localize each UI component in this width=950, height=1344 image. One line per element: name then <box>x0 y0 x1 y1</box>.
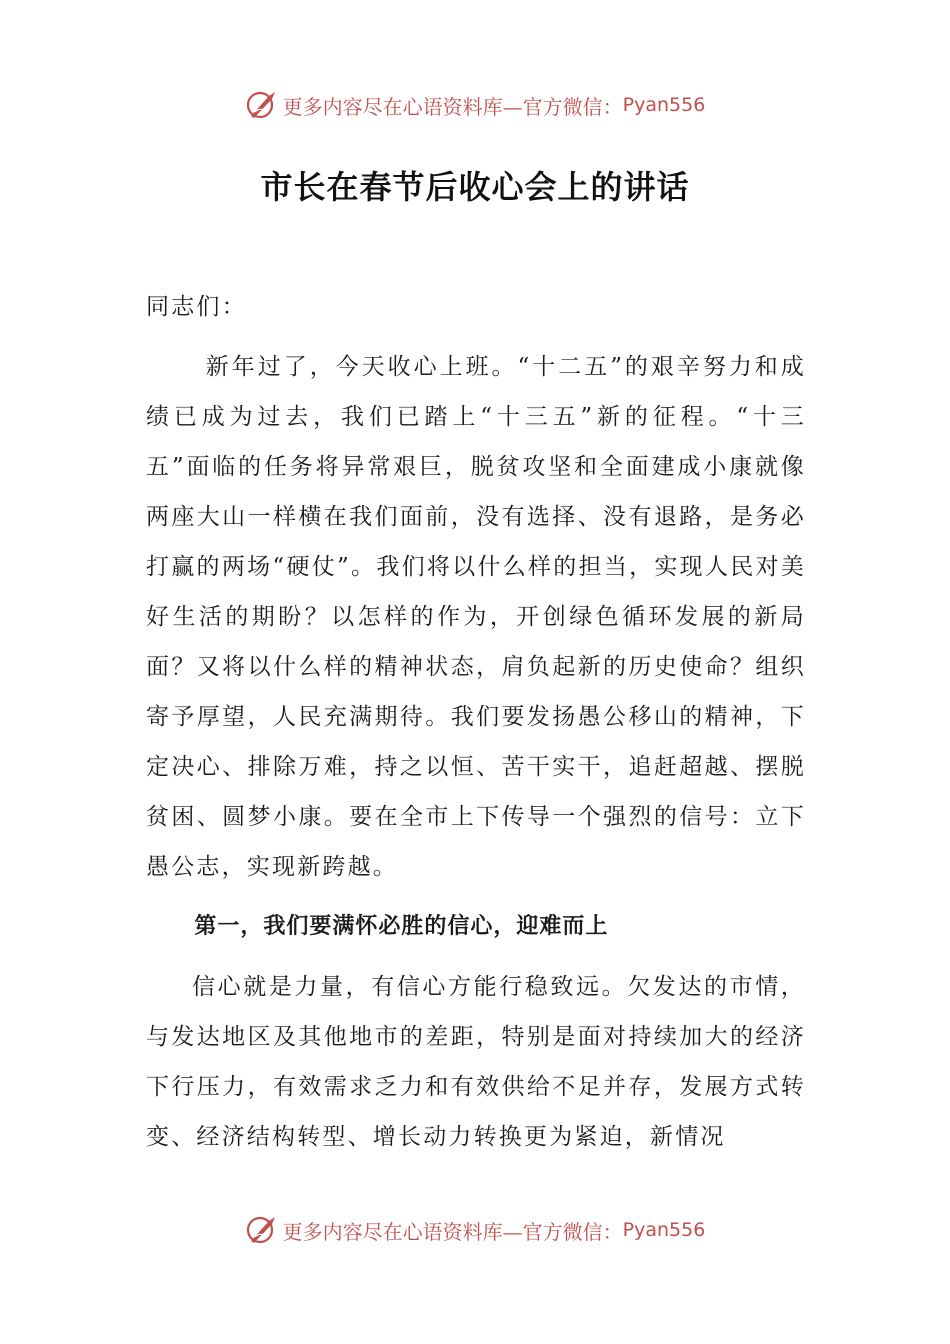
banner-text: 更多内容尽在心语资料库—官方微信： <box>282 94 623 119</box>
section-heading: 第一，我们要满怀必胜的信心，迎难而上 <box>194 914 609 939</box>
banner-wechat-id: Pyan556 <box>622 94 706 116</box>
paragraph: 信心就是力量，有信心方能行稳致远。欠发达的市情，与发达地区及其他地市的差距，特别是面对持续加大的经济下行压力，有效需求乏力和有效供给不足并存，发展方式转变、经济结构转型、增长动力转换更为紧迫，新情况 <box>146 974 806 1150</box>
paragraph: 新年过了，今天收心上班。“十二五”的艰辛努力和成绩已成为过去，我们已踏上“十三五”新的征程。“十三五”面临的任务将异常艰巨，脱贫攻坚和全面建成小康就像两座大山一样横在我们面前，没有选择、没有退路，是务必打赢的两场“硬仗”。我们将以什么样的担当，实现人民对美好生活的期盼？以怎样的作为，开创绿色循环发展的新局面？又将以什么样的精神状态，肩负起新的历史使命？组织寄予厚望，人民充满期待。我们要发扬愚公移山的精神，下定决心、排除万难，持之以恒、苦干实干，追赶超越、摆脱贫困、圆梦小康。要在全市上下传导一个强烈的信号：立下愚公志，实现新跨越。 <box>146 354 806 880</box>
header-watermark-banner <box>0 85 950 125</box>
document-title: 市长在春节后收心会上的讲话 <box>260 168 690 206</box>
quill-pen-circle-icon <box>245 1213 279 1247</box>
banner-wechat-id: Pyan556 <box>622 1219 706 1241</box>
salutation: 同志们： <box>146 294 247 320</box>
document-body <box>146 282 806 1162</box>
footer-watermark-banner <box>0 1210 950 1250</box>
banner-text: 更多内容尽在心语资料库—官方微信： <box>282 1219 623 1244</box>
quill-pen-circle-icon <box>245 88 279 122</box>
